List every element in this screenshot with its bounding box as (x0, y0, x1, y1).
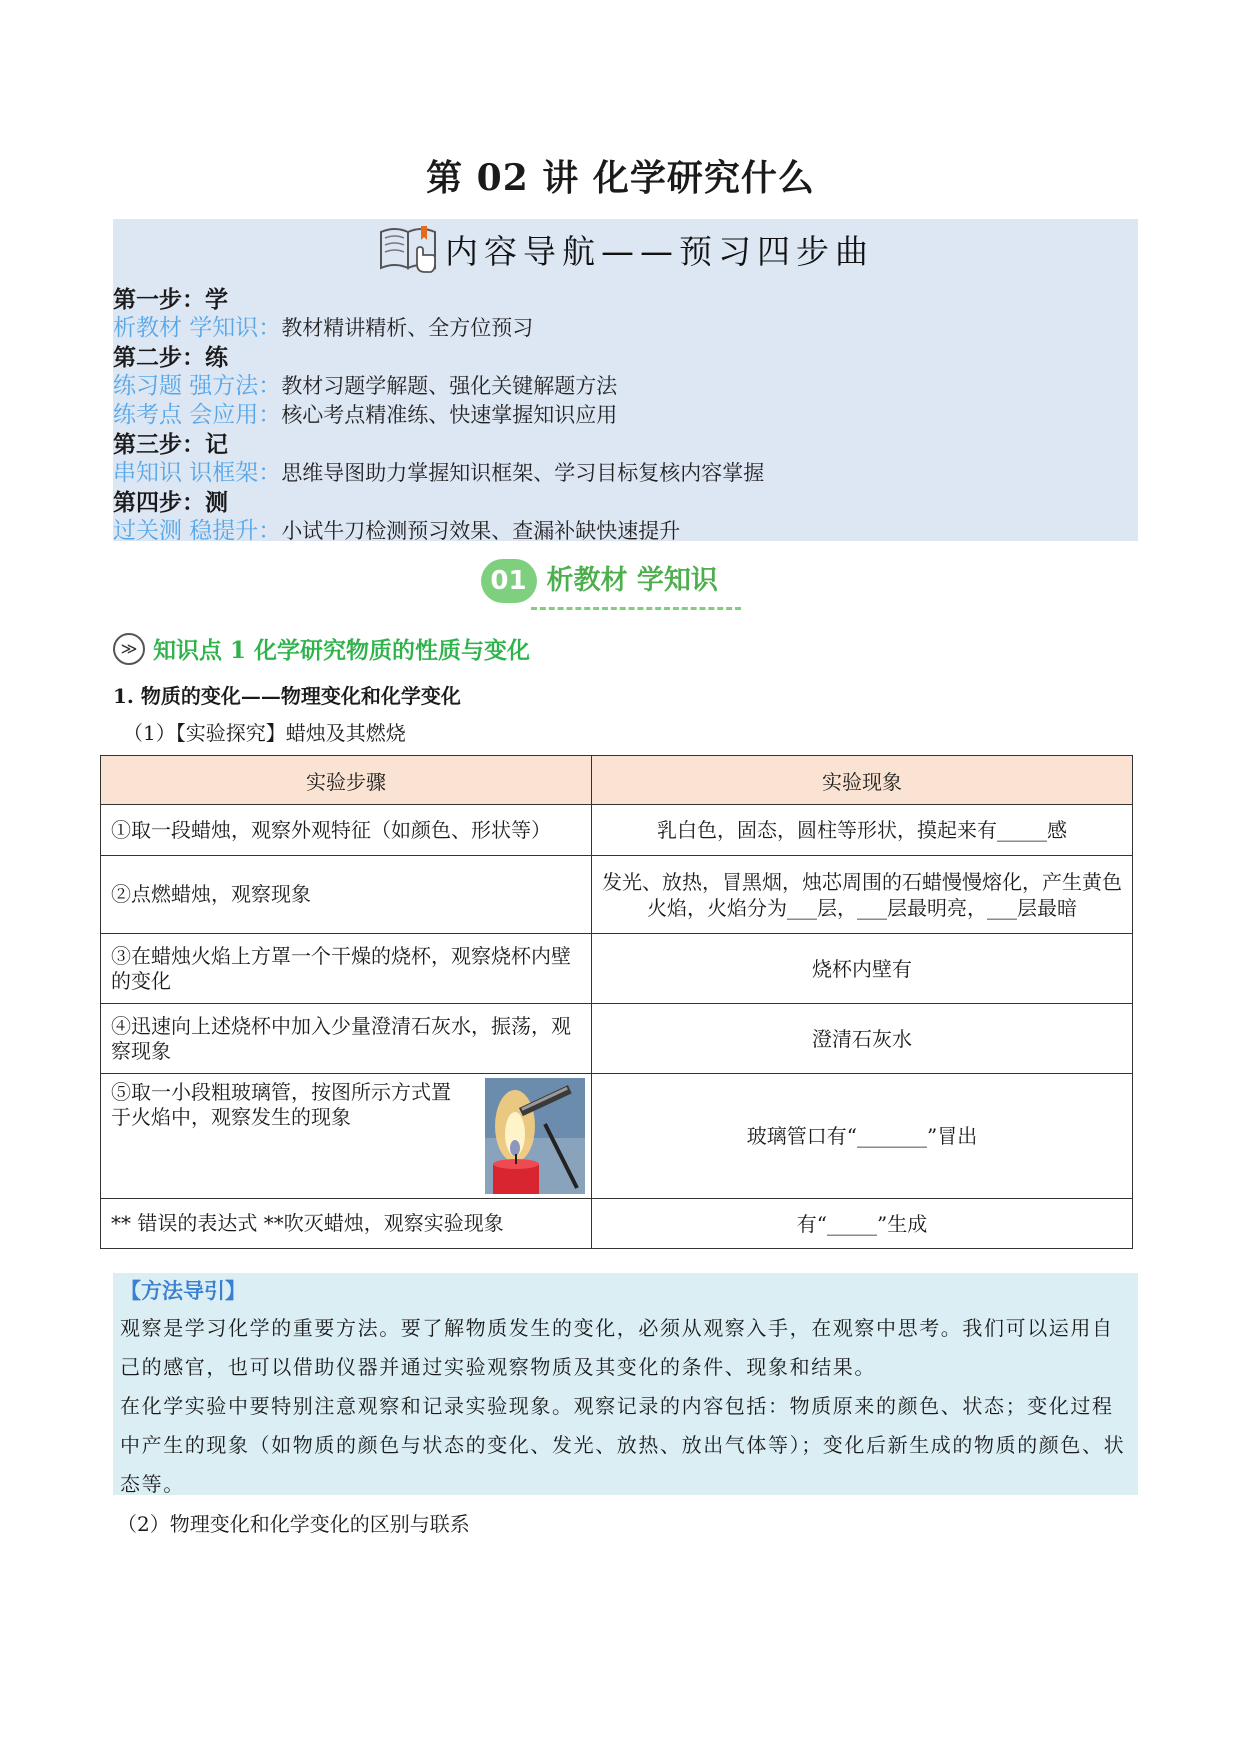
step-cell: ②点燃蜡烛，观察现象 (101, 856, 592, 934)
result-cell: 乳白色，固态，圆柱等形状，摸起来有_____感 (592, 805, 1133, 856)
step-cell: ** 错误的表达式 **吹灭蜡烛，观察实验现象 (101, 1199, 592, 1249)
content-navigation-box (113, 219, 1138, 544)
result-cell: 有“_____”生成 (592, 1199, 1133, 1249)
nav-header (113, 219, 1138, 279)
knowledge-point-title: 知识点 1 化学研究物质的性质与变化 (153, 637, 531, 664)
nav-item (113, 459, 1138, 488)
step-cell: ④迅速向上述烧杯中加入少量澄清石灰水，振荡，观察现象 (101, 1004, 592, 1074)
nav-item-key: 析教材 学知识： (113, 315, 282, 341)
section-number-badge: 01 (481, 559, 537, 603)
candle-flame-glass-tube-image (485, 1078, 585, 1194)
nav-step-heading: 第四步：测 (113, 489, 228, 516)
table-header-row (101, 756, 1133, 805)
nav-item (113, 517, 1138, 546)
nav-header-title: 内容导航——预习四步曲 (445, 231, 874, 271)
table-header-result: 实验现象 (592, 756, 1133, 805)
method-guide-title: 【方法导引】 (120, 1278, 246, 1303)
nav-lines (113, 285, 1138, 546)
nav-step-heading: 第三步：记 (113, 431, 228, 458)
section-banner (0, 557, 1241, 611)
page-title: 第 02 讲 化学研究什么 (426, 157, 815, 199)
book-pointer-icon (377, 220, 441, 278)
table-row (101, 1199, 1133, 1249)
nav-item (113, 372, 1138, 401)
subheading-experiment: （1）【实验探究】蜡烛及其燃烧 (123, 721, 406, 745)
experiment-table (100, 755, 1133, 1249)
method-paragraph: 观察是学习化学的重要方法。要了解物质发生的变化，必须从观察入手，在观察中思考。我们可以运用自己的感官，也可以借助仪器并通过实验观察物质及其变化的条件、现象和结果。 (120, 1316, 1114, 1379)
result-cell: 烧杯内壁有 (592, 934, 1133, 1004)
method-paragraph: 在化学实验中要特别注意观察和记录实验现象。观察记录的内容包括：物质原来的颜色、状态；变化过程中产生的现象（如物质的颜色与状态的变化、发光、放热、放出气体等）；变化后新生成的物质的颜色、状态等。 (120, 1394, 1126, 1496)
table-row (101, 1004, 1133, 1074)
knowledge-point-heading (113, 632, 530, 665)
nav-item-key: 练习题 强方法： (113, 373, 282, 399)
double-chevron-icon: ≫ (113, 633, 145, 665)
section-underline (531, 607, 741, 610)
step-cell-with-image (101, 1074, 592, 1199)
result-cell: 发光、放热，冒黑烟，烛芯周围的石蜡慢慢熔化，产生黄色火焰，火焰分为___层，___层最明亮，___层最暗 (592, 856, 1133, 934)
nav-step-heading: 第一步：学 (113, 286, 228, 313)
table-header-step: 实验步骤 (101, 756, 592, 805)
step-text: ⑤取一小段粗玻璃管，按图所示方式置于火焰中，观察发生的现象 (111, 1080, 451, 1129)
subheading-difference: （2）物理变化和化学变化的区别与联系 (117, 1512, 470, 1536)
table-row (101, 856, 1133, 934)
nav-step-heading: 第二步：练 (113, 344, 228, 371)
step-cell: ①取一段蜡烛，观察外观特征（如颜色、形状等） (101, 805, 592, 856)
nav-item-key: 练考点 会应用： (113, 402, 282, 428)
nav-item (113, 314, 1138, 343)
method-guide-box (113, 1273, 1138, 1495)
table-row (101, 1074, 1133, 1199)
nav-item-key: 过关测 稳提升： (113, 518, 282, 544)
nav-item-desc: 教材习题学解题、强化关键解题方法 (281, 374, 618, 398)
nav-item-desc: 思维导图助力掌握知识框架、学习目标复核内容掌握 (281, 461, 765, 485)
result-cell: 澄清石灰水 (592, 1004, 1133, 1074)
nav-item (113, 401, 1138, 430)
nav-item-key: 串知识 识框架： (113, 460, 282, 486)
result-cell: 玻璃管口有“_______”冒出 (592, 1074, 1133, 1199)
section-label: 析教材 学知识 (546, 565, 718, 596)
nav-item-desc: 小试牛刀检测预习效果、查漏补缺快速提升 (281, 519, 681, 543)
nav-item-desc: 核心考点精准练、快速掌握知识应用 (281, 403, 618, 427)
nav-item-desc: 教材精讲精析、全方位预习 (281, 316, 534, 340)
step-cell: ③在蜡烛火焰上方罩一个干燥的烧杯，观察烧杯内壁的变化 (101, 934, 592, 1004)
subheading-material-change: 1. 物质的变化——物理变化和化学变化 (113, 684, 461, 708)
table-row (101, 934, 1133, 1004)
table-row (101, 805, 1133, 856)
